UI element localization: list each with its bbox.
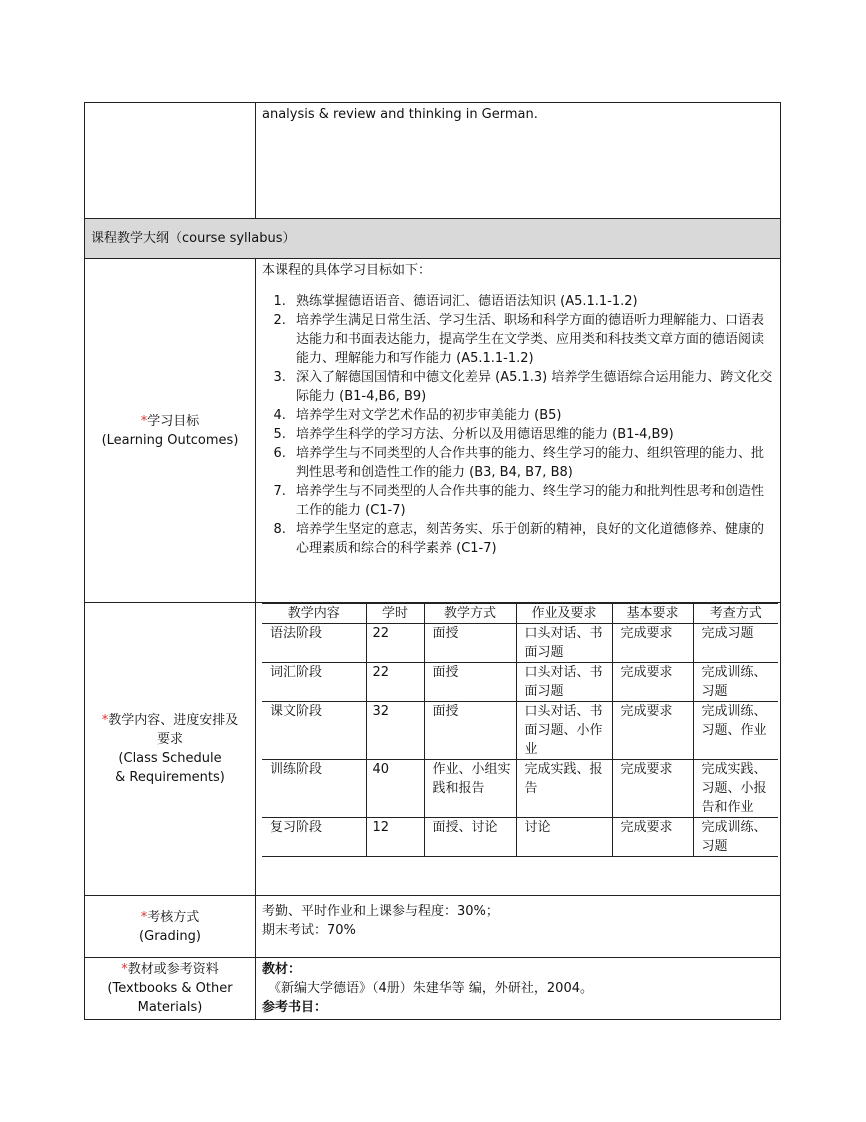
materials-label [85, 958, 256, 1020]
cell-hours: 12 [366, 818, 424, 857]
schedule-header: 学时 [366, 604, 424, 624]
cell-content: 训练阶段 [262, 760, 366, 818]
materials-label-en-2: Materials) [137, 1000, 203, 1015]
schedule-row-item [262, 663, 778, 702]
grading-row [85, 896, 781, 958]
outcomes-label-cn: 学习目标 [147, 413, 200, 429]
grading-line-1: 考勤、平时作业和上课参与程度：30%； [262, 904, 499, 919]
outcomes-intro: 本课程的具体学习目标如下： [262, 263, 432, 278]
cell-hours: 22 [366, 663, 424, 702]
intro-text: analysis & review and thinking in German. [256, 103, 781, 219]
cell-content: 复习阶段 [262, 818, 366, 857]
reference-heading: 参考书目： [262, 1000, 328, 1015]
syllabus-table [84, 102, 781, 1020]
cell-basic: 完成要求 [612, 702, 693, 760]
schedule-header: 考查方式 [693, 604, 778, 624]
schedule-row-item [262, 624, 778, 663]
grading-label-cn: 考核方式 [147, 909, 200, 925]
required-mark: * [121, 962, 128, 977]
materials-content [256, 958, 781, 1020]
textbook-heading: 教材： [262, 962, 302, 977]
required-mark: * [140, 413, 148, 429]
cell-homework: 口头对话、书面习题 [516, 663, 612, 702]
schedule-content [256, 603, 781, 896]
section-header-row [85, 219, 781, 259]
schedule-label-en-2: & Requirements) [115, 770, 225, 785]
schedule-row-item [262, 702, 778, 760]
cell-assess: 完成训练、习题 [693, 818, 778, 857]
cell-homework: 完成实践、报告 [516, 760, 612, 818]
schedule-row-item [262, 760, 778, 818]
grading-content [256, 896, 781, 958]
textbook-entry: 《新编大学德语》（4册）朱建华等 编，外研社，2004。 [268, 981, 593, 996]
cell-homework: 口头对话、书面习题、小作业 [516, 702, 612, 760]
grading-label-en: (Grading) [139, 928, 201, 944]
schedule-header: 教学方式 [424, 604, 516, 624]
cell-basic: 完成要求 [612, 818, 693, 857]
cell-hours: 40 [366, 760, 424, 818]
schedule-header-row [262, 604, 778, 624]
schedule-label-cn-1: 教学内容、进度安排及 [108, 713, 239, 728]
cell-method: 面授 [424, 663, 516, 702]
outcome-item: 5. 培养学生科学的学习方法、分析以及用德语思维的能力 (B1-4,B9) [290, 425, 774, 444]
required-mark: * [101, 713, 109, 728]
cell-content: 课文阶段 [262, 702, 366, 760]
schedule-header: 作业及要求 [516, 604, 612, 624]
schedule-table [262, 603, 778, 857]
schedule-row-item [262, 818, 778, 857]
cell-hours: 22 [366, 624, 424, 663]
schedule-label-cn-2: 要求 [156, 732, 183, 747]
outcomes-label-en: (Learning Outcomes) [101, 432, 239, 448]
outcome-item: 3. 深入了解德国国情和中德文化差异 (A5.1.3) 培养学生德语综合运用能力、跨文化交际能力 (B1-4,B6, B9) [290, 368, 774, 406]
cell-basic: 完成要求 [612, 760, 693, 818]
outcome-item: 4. 培养学生对文学艺术作品的初步审美能力 (B5) [290, 406, 774, 425]
intro-row [85, 103, 781, 219]
cell-homework: 讨论 [516, 818, 612, 857]
cell-content: 语法阶段 [262, 624, 366, 663]
schedule-header: 基本要求 [612, 604, 693, 624]
intro-label-cell [85, 103, 256, 219]
cell-basic: 完成要求 [612, 663, 693, 702]
required-mark: * [140, 909, 148, 925]
cell-method: 面授 [424, 624, 516, 663]
outcome-item: 6. 培养学生与不同类型的人合作共事的能力、终生学习的能力、组织管理的能力、批判性思考和创造性工作的能力 (B3, B4, B7, B8) [290, 444, 774, 482]
outcome-item: 2. 培养学生满足日常生活、学习生活、职场和科学方面的德语听力理解能力、口语表达能力和书面表达能力，提高学生在文学类、应用类和科技类文章方面的德语阅读能力、理解能力和写作能力 (A5.1.1-1.2) [290, 311, 774, 368]
schedule-row [85, 603, 781, 896]
schedule-label [85, 603, 256, 896]
schedule-label-en-1: (Class Schedule [118, 751, 222, 766]
cell-method: 面授 [424, 702, 516, 760]
outcomes-label [85, 259, 256, 603]
cell-assess: 完成训练、习题、作业 [693, 702, 778, 760]
cell-method: 作业、小组实践和报告 [424, 760, 516, 818]
cell-homework: 口头对话、书面习题 [516, 624, 612, 663]
materials-label-cn: 教材或参考资料 [127, 962, 219, 977]
cell-assess: 完成习题 [693, 624, 778, 663]
cell-content: 词汇阶段 [262, 663, 366, 702]
outcomes-row [85, 259, 781, 603]
cell-assess: 完成训练、习题 [693, 663, 778, 702]
outcomes-list [262, 292, 774, 558]
cell-hours: 32 [366, 702, 424, 760]
materials-row [85, 958, 781, 1020]
schedule-header: 教学内容 [262, 604, 366, 624]
cell-basic: 完成要求 [612, 624, 693, 663]
materials-label-en-1: (Textbooks & Other [107, 981, 233, 996]
outcome-item: 1. 熟练掌握德语语音、德语词汇、德语语法知识 (A5.1.1-1.2) [290, 292, 774, 311]
cell-assess: 完成实践、习题、小报告和作业 [693, 760, 778, 818]
grading-label [85, 896, 256, 958]
grading-line-2: 期末考试：70% [262, 923, 356, 938]
section-header: 课程教学大纲（course syllabus） [85, 219, 781, 259]
outcome-item: 8. 培养学生坚定的意志，刻苦务实、乐于创新的精神，良好的文化道德修养、健康的心理素质和综合的科学素养 (C1-7) [290, 520, 774, 558]
outcomes-content [256, 259, 781, 603]
outcome-item: 7. 培养学生与不同类型的人合作共事的能力、终生学习的能力和批判性思考和创造性工作的能力 (C1-7) [290, 482, 774, 520]
cell-method: 面授、讨论 [424, 818, 516, 857]
